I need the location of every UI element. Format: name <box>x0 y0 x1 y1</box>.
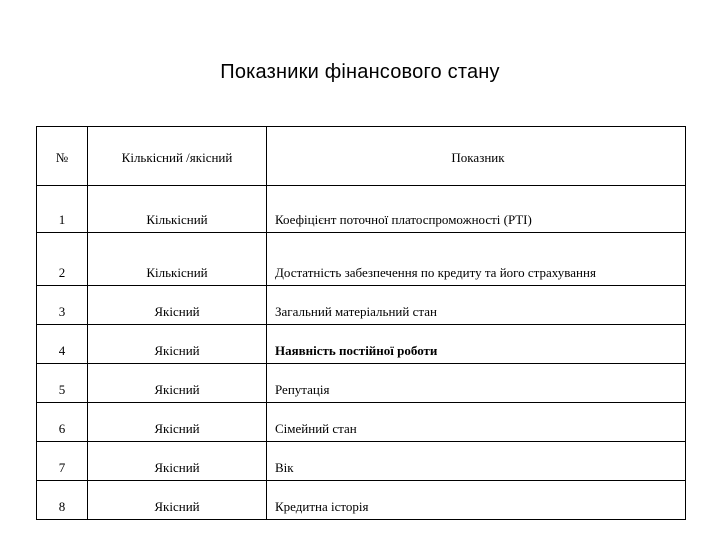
table-row <box>37 364 686 403</box>
header-number: № <box>37 127 88 186</box>
row-indicator: Кредитна історія <box>267 481 686 520</box>
row-type: Якісний <box>88 286 267 325</box>
row-number: 2 <box>37 233 88 286</box>
row-number: 6 <box>37 403 88 442</box>
row-type: Кількісний <box>88 186 267 233</box>
row-indicator: Репутація <box>267 364 686 403</box>
header-type: Кількісний /якісний <box>88 127 267 186</box>
table-row <box>37 481 686 520</box>
row-number: 7 <box>37 442 88 481</box>
table-row <box>37 403 686 442</box>
table-row <box>37 233 686 286</box>
row-number: 3 <box>37 286 88 325</box>
row-indicator: Вік <box>267 442 686 481</box>
row-type: Якісний <box>88 364 267 403</box>
table-header-row <box>37 127 686 186</box>
row-number: 8 <box>37 481 88 520</box>
indicators-table <box>36 126 686 520</box>
table-row <box>37 286 686 325</box>
header-indicator: Показник <box>267 127 686 186</box>
page-title: Показники фінансового стану <box>220 61 500 83</box>
row-indicator: Наявність постійної роботи <box>267 325 686 364</box>
row-number: 4 <box>37 325 88 364</box>
row-number: 1 <box>37 186 88 233</box>
row-indicator: Достатність забезпечення по кредиту та його страхування <box>267 233 686 286</box>
row-indicator: Коефіцієнт поточної платоспроможності (PTI) <box>267 186 686 233</box>
row-indicator: Загальний матеріальний стан <box>267 286 686 325</box>
row-type: Якісний <box>88 442 267 481</box>
row-type: Якісний <box>88 481 267 520</box>
table-row <box>37 325 686 364</box>
table-row <box>37 442 686 481</box>
row-number: 5 <box>37 364 88 403</box>
row-type: Кількісний <box>88 233 267 286</box>
row-type: Якісний <box>88 403 267 442</box>
row-type: Якісний <box>88 325 267 364</box>
row-indicator: Сімейний стан <box>267 403 686 442</box>
table-row <box>37 186 686 233</box>
